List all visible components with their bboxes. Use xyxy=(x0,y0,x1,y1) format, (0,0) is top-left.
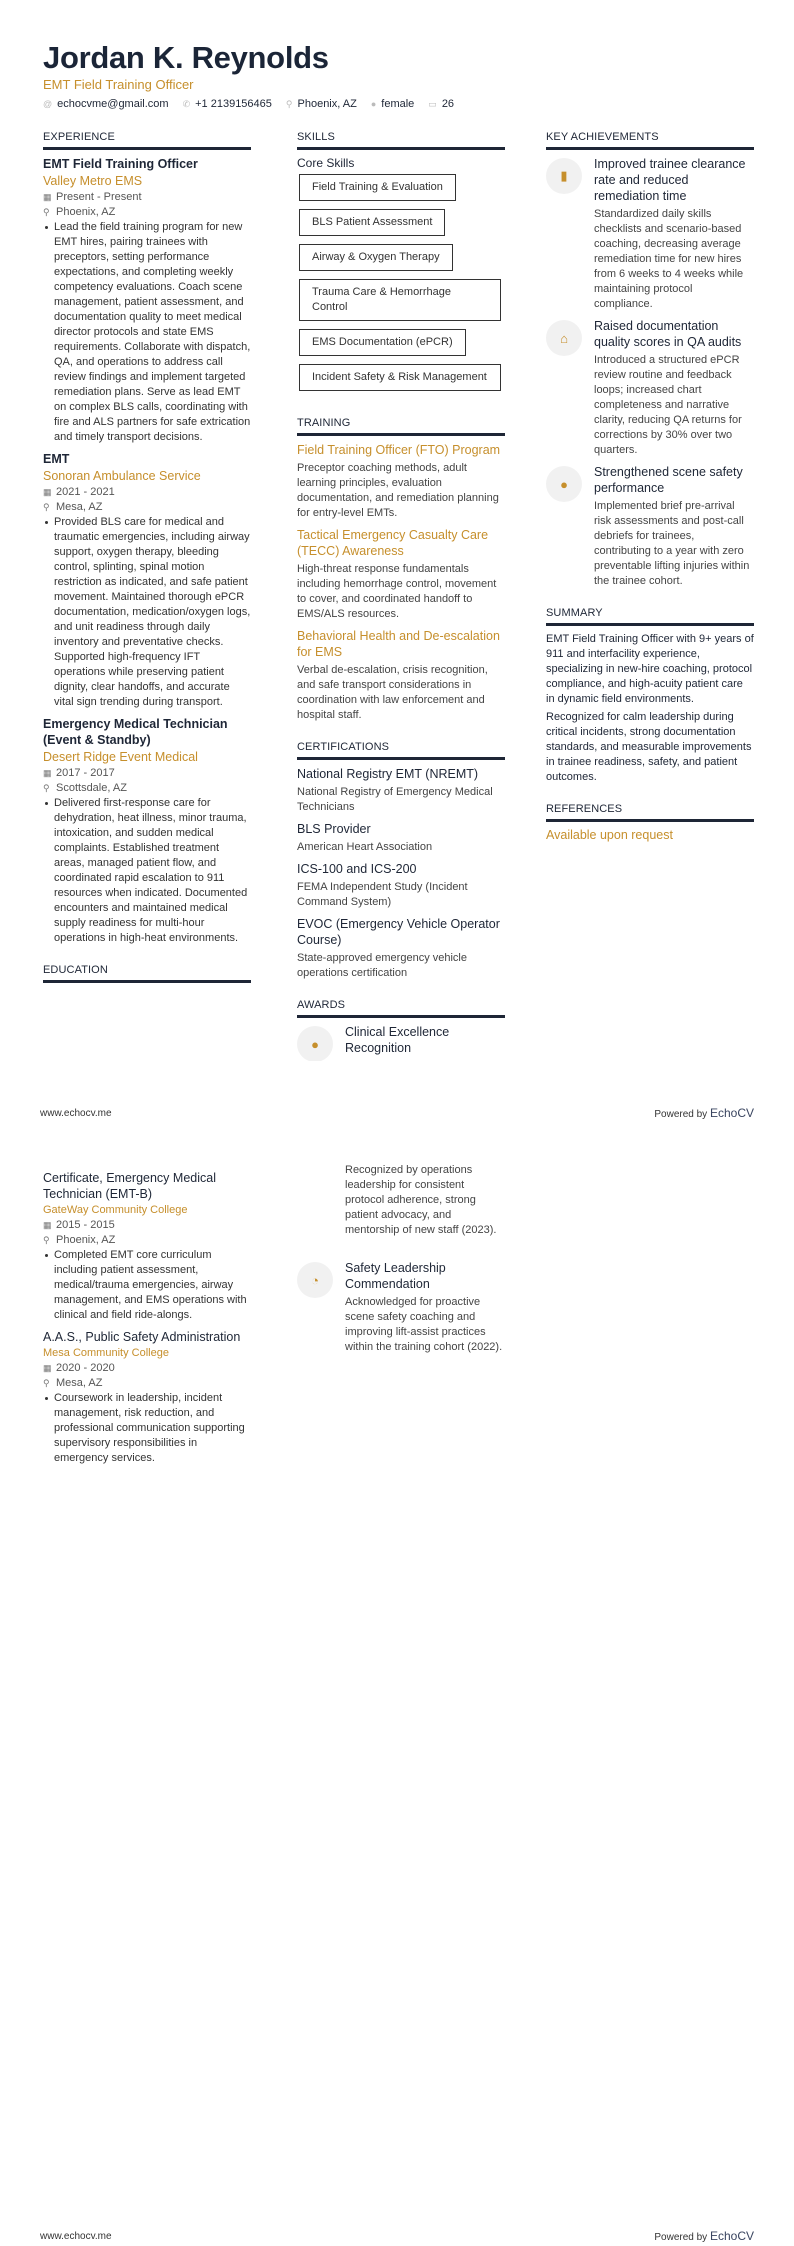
location-icon: ⚲ xyxy=(43,1235,50,1245)
cert-issuer: FEMA Independent Study (Incident Command System) xyxy=(297,881,468,908)
footer-site-link[interactable]: www.echocv.me xyxy=(40,1108,112,1119)
school: Mesa Community College xyxy=(43,1347,169,1359)
experience-section xyxy=(43,131,251,946)
award-item xyxy=(297,1260,505,1355)
gender: female xyxy=(381,98,415,110)
section-heading: SUMMARY xyxy=(546,607,754,626)
calendar-icon: ▦ xyxy=(43,1363,52,1373)
section-heading: AWARDS xyxy=(297,999,505,1018)
achievement-desc: Introduced a structured ePCR review routine and feedback loops; increased chart completeness and narrative clarity, reducing QA returns for corrections by 30% over two quarters. xyxy=(594,354,742,456)
training-desc: High-threat response fundamentals including hemorrhage control, movement to cover, and coordinated handoff to EMS/ALS resources. xyxy=(297,563,497,620)
age: 26 xyxy=(441,98,455,110)
location: Phoenix, AZ xyxy=(297,98,357,110)
skill-chip: BLS Patient Assessment xyxy=(299,209,445,236)
training-title: Behavioral Health and De-escalation for EMS xyxy=(297,629,500,659)
brand-link[interactable]: EchoCV xyxy=(709,2229,754,2243)
company: Valley Metro EMS xyxy=(43,174,143,188)
section-heading: TRAINING xyxy=(297,417,505,436)
summary-paragraph: EMT Field Training Officer with 9+ years of 911 and interfacility experience, specializing in new-hire coaching, protocol compliance, and high-acuity patient care in dynamic field environments. xyxy=(546,633,754,705)
skill-chip: Trauma Care & Hemorrhage Control xyxy=(299,279,501,321)
achievement-title: Raised documentation quality scores in QA audits xyxy=(594,319,742,349)
award-desc: Recognized by operations leadership for consistent protocol adherence, strong patient advocacy, and mentorship of new staff (2023). xyxy=(345,1164,497,1236)
at-icon: @ xyxy=(43,99,53,109)
location: Mesa, AZ xyxy=(56,1377,103,1389)
powered-by-text: Powered by xyxy=(654,2232,708,2243)
certifications-section xyxy=(297,741,505,981)
cert-name: BLS Provider xyxy=(297,822,371,836)
awards-continued-2 xyxy=(297,1260,505,1361)
skill-chip: EMS Documentation (ePCR) xyxy=(299,329,466,356)
achievement-title: Improved trainee clearance rate and reduced remediation time xyxy=(594,157,746,203)
achievement-title: Strengthened scene safety performance xyxy=(594,465,743,495)
achievements-section xyxy=(546,131,754,589)
achievement-desc: Implemented brief pre-arrival risk assessments and post-call debriefs for trainees, contributing to a year with zero preventable lifting injuries within the trainee cohort. xyxy=(594,500,750,587)
bullet: Lead the field training program for new EMT hires, pairing trainees with preceptors, setting performance expectations, and completing weekly competency evaluations. Coach scene management, patient assessment, and documentation quality to meet medical director protocols and state EMS requirements. Collaborate with dispatch, QA, and operations to address call review findings and implement targeted remediation plans. Serve as lead EMT on complex BLS calls, coordinating with fire and ALS partners for safe extrication and timely transport decisions. xyxy=(43,220,251,445)
bullet: Coursework in leadership, incident management, risk reduction, and professional communication supporting supervisory responsibilities in emergency services. xyxy=(43,1391,251,1466)
footer-site-link[interactable]: www.echocv.me xyxy=(40,2231,112,2242)
dates: 2021 - 2021 xyxy=(56,486,115,498)
training-section xyxy=(297,417,505,723)
cert-name: National Registry EMT (NREMT) xyxy=(297,767,479,781)
references-section xyxy=(546,803,754,842)
dates: 2017 - 2017 xyxy=(56,767,115,779)
job-title: Emergency Medical Technician (Event & Standby) xyxy=(43,717,228,747)
powered-by-text: Powered by xyxy=(654,1109,708,1120)
achievement-item xyxy=(546,464,754,589)
dates: Present - Present xyxy=(56,191,142,203)
clock-icon: ◔ xyxy=(297,1262,333,1298)
references-text: Available upon request xyxy=(546,828,673,842)
summary-paragraph: Recognized for calm leadership during critical incidents, strong documentation standards, and measurable improvements in trainee readiness, safety, and patient outcomes. xyxy=(546,711,752,783)
brand-link[interactable]: EchoCV xyxy=(709,1106,754,1120)
page-2 xyxy=(0,1123,794,2246)
right-column xyxy=(546,131,754,860)
skill-chip: Field Training & Evaluation xyxy=(299,174,456,201)
award-title: Clinical Excellence Recognition xyxy=(345,1025,450,1055)
award-item xyxy=(297,1024,505,1061)
cert-issuer: American Heart Association xyxy=(297,841,433,853)
education-item xyxy=(43,1170,251,1323)
contact-row xyxy=(43,98,454,110)
phone[interactable]: +1 2139156465 xyxy=(195,98,272,110)
location-icon: ⚲ xyxy=(43,502,50,512)
footer-powered xyxy=(654,1106,754,1120)
cert-issuer: National Registry of Emergency Medical Technicians xyxy=(297,786,493,813)
education-item xyxy=(43,1329,251,1466)
summary-section xyxy=(546,607,754,785)
skill-group-title: Core Skills xyxy=(297,156,355,170)
experience-item xyxy=(43,716,251,946)
degree: A.A.S., Public Safety Administration xyxy=(43,1330,241,1344)
left-column xyxy=(43,131,251,1001)
document-icon: ▮ xyxy=(546,158,582,194)
location-icon: ⚲ xyxy=(43,783,50,793)
achievement-item xyxy=(546,156,754,312)
award-desc: Acknowledged for proactive scene safety coaching and improving lift-assist practices within the training cohort (2022). xyxy=(345,1296,503,1353)
job-title: EMT Field Training Officer xyxy=(43,157,198,171)
experience-item xyxy=(43,451,251,710)
degree: Certificate, Emergency Medical Technician (EMT-B) xyxy=(43,1171,216,1201)
location-icon: ⚲ xyxy=(285,98,293,109)
cert-issuer: State-approved emergency vehicle operations certification xyxy=(297,952,467,979)
training-title: Tactical Emergency Casualty Care (TECC) Awareness xyxy=(297,528,489,558)
achievement-desc: Standardized daily skills checklists and scenario-based coaching, decreasing average remediation time for new hires from 6 weeks to 4 weeks while maintaining protocol compliance. xyxy=(594,208,744,310)
location-icon: ⚲ xyxy=(43,207,50,217)
awards-section xyxy=(297,999,505,1061)
calendar-icon: ▦ xyxy=(43,1220,52,1230)
calendar-icon: ▭ xyxy=(428,98,437,109)
bullet: Completed EMT core curriculum including patient assessment, medical/trauma emergencies, airway management, and EMS operations with clinical and field ride-alongs. xyxy=(43,1248,251,1323)
skill-chip: Airway & Oxygen Therapy xyxy=(299,244,453,271)
section-heading: KEY ACHIEVEMENTS xyxy=(546,131,754,150)
calendar-icon: ▦ xyxy=(43,192,52,202)
award-title: Safety Leadership Commendation xyxy=(345,1261,446,1291)
cert-name: EVOC (Emergency Vehicle Operator Course) xyxy=(297,917,500,947)
bullet: Delivered first-response care for dehydration, heat illness, minor trauma, intoxication, and sudden medical complaints. Established treatment areas, managed patient flow, and coordinated rapid escalation to 911 resources when indicated. Documented encounters and maintained medical supply readiness for multi-hour operations in high-heat environments. xyxy=(43,796,251,946)
chat-bubble-icon: ● xyxy=(297,1026,333,1061)
awards-continued xyxy=(297,1163,505,1238)
institution-icon: ⌂ xyxy=(546,320,582,356)
location: Phoenix, AZ xyxy=(56,206,116,218)
skill-chip: Incident Safety & Risk Management xyxy=(299,364,501,391)
middle-column xyxy=(297,131,505,1061)
section-heading: SKILLS xyxy=(297,131,505,150)
location: Phoenix, AZ xyxy=(56,1234,116,1246)
job-title: EMT xyxy=(43,452,70,466)
calendar-icon: ▦ xyxy=(43,487,52,497)
education-section xyxy=(43,964,251,983)
section-heading: REFERENCES xyxy=(546,803,754,822)
person-icon: ● xyxy=(370,99,377,109)
location: Scottsdale, AZ xyxy=(56,782,127,794)
calendar-icon: ▦ xyxy=(43,768,52,778)
section-heading: EXPERIENCE xyxy=(43,131,251,150)
cert-name: ICS-100 and ICS-200 xyxy=(297,862,417,876)
location: Mesa, AZ xyxy=(56,501,103,513)
section-heading: CERTIFICATIONS xyxy=(297,741,505,760)
experience-item xyxy=(43,156,251,445)
training-desc: Preceptor coaching methods, adult learning principles, evaluation documentation, and remediation planning for entry-level EMTs. xyxy=(297,462,499,519)
company: Sonoran Ambulance Service xyxy=(43,469,201,483)
company: Desert Ridge Event Medical xyxy=(43,750,198,764)
chat-icon: ● xyxy=(546,466,582,502)
dates: 2015 - 2015 xyxy=(56,1219,115,1231)
email[interactable]: echocvme@gmail.com xyxy=(57,98,169,110)
candidate-title: EMT Field Training Officer xyxy=(43,77,194,92)
training-title: Field Training Officer (FTO) Program xyxy=(297,443,501,457)
skills-section xyxy=(297,131,505,399)
candidate-name: Jordan K. Reynolds xyxy=(43,40,329,75)
school: GateWay Community College xyxy=(43,1204,188,1216)
achievement-item xyxy=(546,318,754,458)
location-icon: ⚲ xyxy=(43,1378,50,1388)
footer-powered xyxy=(654,2229,754,2243)
training-desc: Verbal de-escalation, crisis recognition, and safe transport considerations in coordination with law enforcement and hospital staff. xyxy=(297,664,488,721)
phone-icon: ✆ xyxy=(182,98,191,109)
dates: 2020 - 2020 xyxy=(56,1362,115,1374)
education-continued xyxy=(43,1170,251,1472)
section-heading: EDUCATION xyxy=(43,964,251,983)
bullet: Provided BLS care for medical and traumatic emergencies, including airway support, oxygen therapy, bleeding control, splinting, spinal motion restriction as indicated, and safe patient movement. Maintained thorough ePCR documentation, medication/oxygen logs, and unit readiness through daily inventory and preventative checks. Supported high-frequency IFT operations while preserving patient dignity, clear handoffs, and accurate vital sign trending during transport. xyxy=(43,515,251,710)
